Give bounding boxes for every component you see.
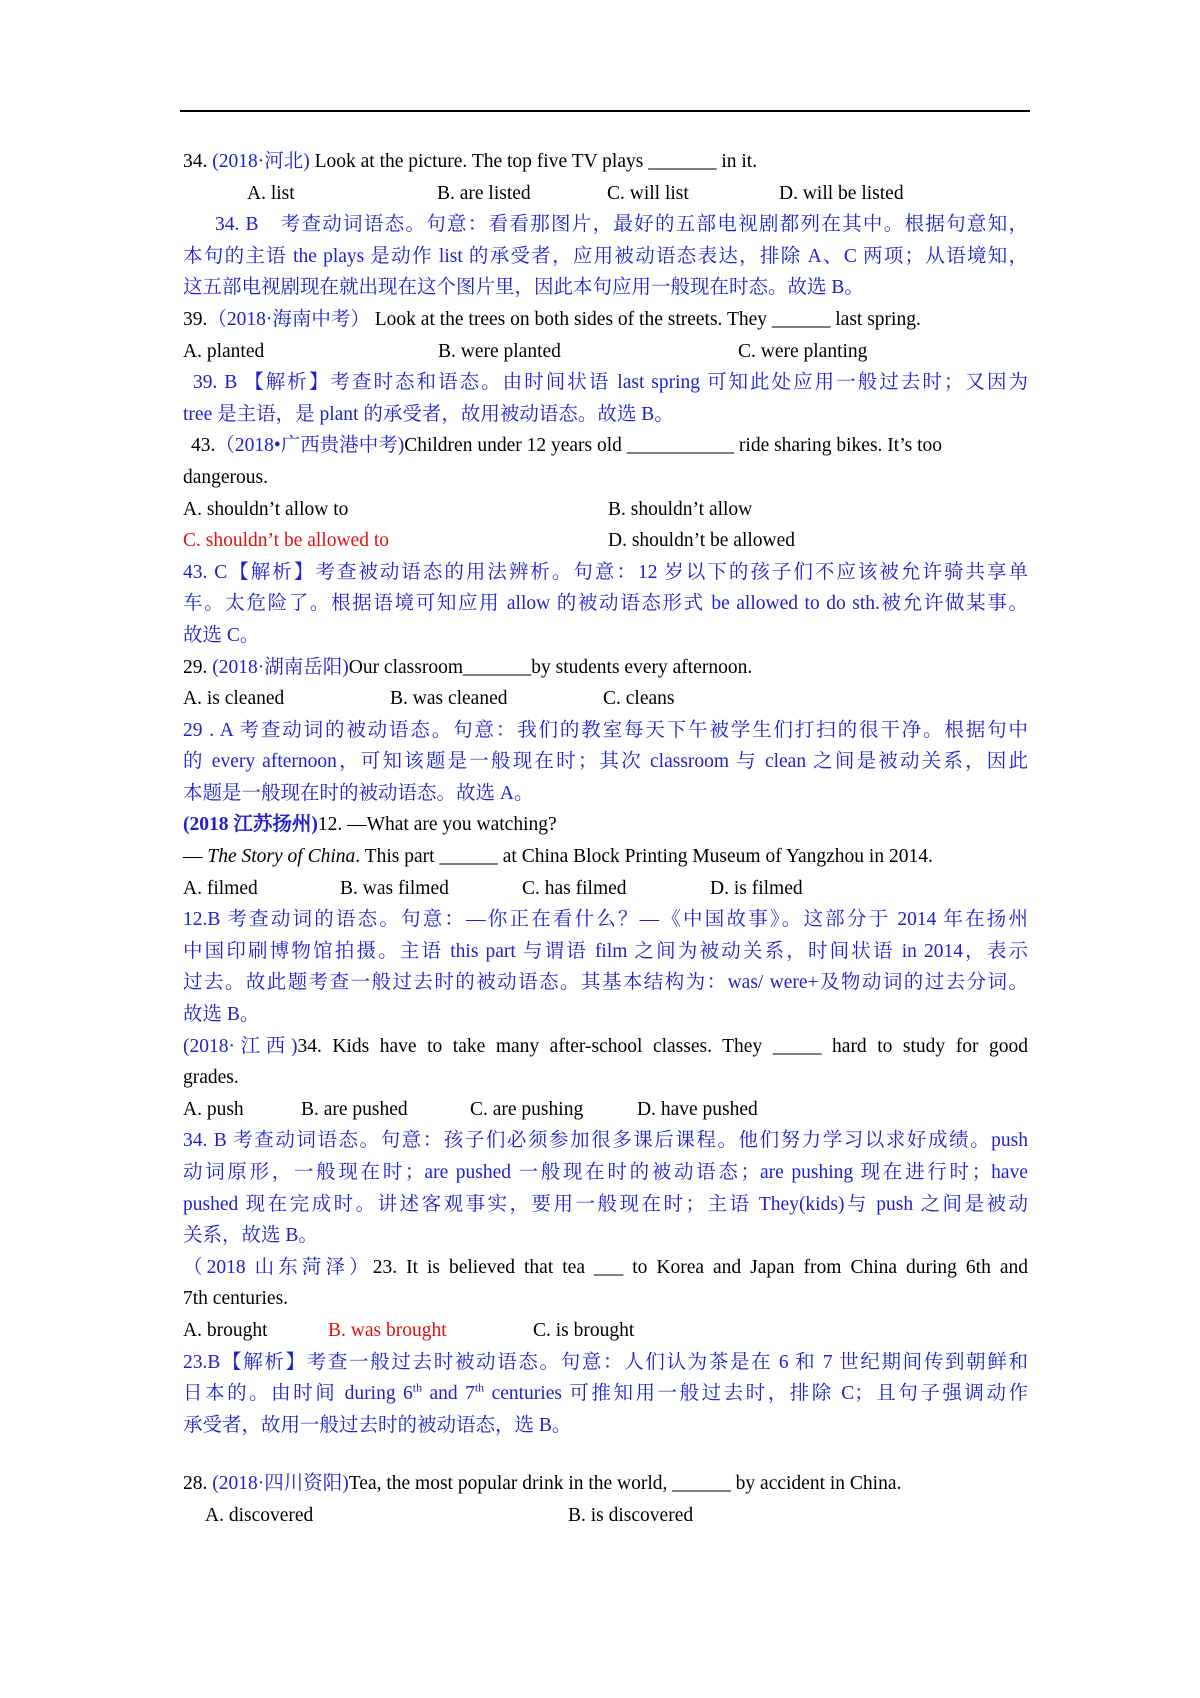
answer-text: 日本的。由时间 during 6 bbox=[183, 1383, 413, 1405]
question-source: （2018•广西贵港中考) bbox=[215, 435, 405, 457]
dialogue-dash: — bbox=[183, 846, 208, 868]
answer-43-guangxi-line-3: 故选 C。 bbox=[183, 624, 260, 646]
options-23-shandong bbox=[183, 1315, 1028, 1347]
option-b: B. was filmed bbox=[340, 877, 449, 899]
question-34-hebei bbox=[183, 146, 1028, 178]
option-b: B. is discovered bbox=[568, 1504, 694, 1526]
answer-34-hebei-line-2: 本句的主语 the plays 是动作 list 的承受者，应用被动语态表达，排除 A、C 两项；从语境知， bbox=[183, 245, 1028, 267]
options-34-jiangxi bbox=[183, 1094, 1028, 1126]
answer-23-shandong-line-1: 23.B【解析】考查一般过去时被动语态。句意：人们认为茶是在 6 和 7 世纪期间传到朝鲜和 bbox=[183, 1351, 1028, 1373]
option-d: D. shouldn’t be allowed bbox=[608, 530, 796, 552]
question-39-hainan bbox=[183, 304, 1028, 336]
options-28-sichuan bbox=[183, 1500, 1028, 1532]
question-stem: . This part ______ at China Block Printing Museum of Yangzhou in 2014. bbox=[355, 846, 933, 868]
answer-23-shandong-line-2 bbox=[183, 1378, 1028, 1410]
option-a: A. discovered bbox=[205, 1504, 314, 1526]
option-b: B. was cleaned bbox=[390, 688, 508, 710]
question-28-sichuan bbox=[183, 1468, 1028, 1500]
option-a: A. list bbox=[247, 182, 295, 204]
question-source: （2018·海南中考） bbox=[207, 308, 370, 330]
question-stem: Look at the picture. The top five TV plays _______ in it. bbox=[314, 151, 758, 172]
option-c: C. were planting bbox=[738, 340, 868, 362]
ordinal-suffix: th bbox=[474, 1380, 485, 1395]
question-number: 29. bbox=[183, 656, 208, 678]
option-a: A. is cleaned bbox=[183, 688, 285, 710]
options-39-hainan bbox=[183, 336, 1028, 368]
question-34-jiangxi-cont: grades. bbox=[183, 1067, 239, 1089]
answer-29-hunan-line-3: 本题是一般现在时的被动语态。故选 A。 bbox=[183, 782, 534, 804]
options-12-jiangsu bbox=[183, 873, 1028, 905]
option-b-correct: B. was brought bbox=[328, 1319, 447, 1341]
question-12-jiangsu-cont bbox=[183, 841, 1028, 873]
answer-23-shandong-line-3: 承受者，故用一般过去时的被动语态，选 B。 bbox=[183, 1414, 572, 1436]
answer-34-jiangxi-line-1: 34. B 考查动词语态。句意：孩子们必须参加很多课后课程。他们努力学习以求好成绩。push bbox=[183, 1130, 1028, 1152]
question-43-guangxi bbox=[183, 430, 1028, 462]
question-number: 43. bbox=[191, 435, 216, 457]
blank-gap bbox=[183, 1441, 1028, 1468]
option-c: C. are pushing bbox=[470, 1098, 584, 1120]
question-stem: 23. It is believed that tea ___ to Korea and Japan from China during 6th and bbox=[372, 1256, 1028, 1278]
question-source: （2018 山东菏泽） bbox=[183, 1256, 373, 1278]
option-c: C. cleans bbox=[603, 688, 675, 710]
question-43-guangxi-cont: dangerous. bbox=[183, 466, 269, 488]
option-a: A. shouldn’t allow to bbox=[183, 498, 349, 520]
answer-34-jiangxi-line-4: 关系，故选 B。 bbox=[183, 1225, 318, 1247]
answer-12-jiangsu-line-4: 故选 B。 bbox=[183, 1004, 260, 1026]
option-c: C. has filmed bbox=[522, 877, 627, 899]
question-number: 39. bbox=[183, 308, 208, 330]
answer-39-hainan-line-2: tree 是主语，是 plant 的承受者，故用被动语态。故选 B。 bbox=[183, 403, 674, 425]
answer-39-hainan-line-1: 39. B 【解析】考查时态和语态。由时间状语 last spring 可知此处应用一般过去时；又因为 bbox=[193, 372, 1028, 394]
options-43-guangxi-row-1 bbox=[183, 494, 1028, 526]
option-d: D. have pushed bbox=[637, 1098, 758, 1120]
option-a: A. push bbox=[183, 1098, 244, 1120]
answer-43-guangxi-line-1: 43. C【解析】考查被动语态的用法辨析。句意：12 岁以下的孩子们不应该被允许骑共享单 bbox=[183, 561, 1028, 583]
answer-34-hebei-line-1: 34. B 考查动词语态。句意：看看那图片，最好的五部电视剧都列在其中。根据句意知， bbox=[215, 214, 1028, 236]
question-source: (2018·湖南岳阳) bbox=[212, 656, 349, 678]
question-stem: Children under 12 years old ___________ ride sharing bikes. It’s too bbox=[404, 435, 942, 457]
answer-29-hunan-line-2: 的 every afternoon，可知该题是一般现在时；其次 classroom 与 clean 之间是被动关系，因此 bbox=[183, 751, 1028, 773]
question-stem: 12. —What are you watching? bbox=[317, 814, 557, 836]
option-a: A. filmed bbox=[183, 877, 258, 899]
option-a: A. brought bbox=[183, 1319, 268, 1341]
document-body bbox=[183, 146, 1028, 1532]
question-stem: Tea, the most popular drink in the world, ______ by accident in China. bbox=[348, 1473, 902, 1495]
question-29-hunan bbox=[183, 652, 1028, 684]
answer-43-guangxi-line-2: 车。太危险了。根据语境可知应用 allow 的被动语态形式 be allowed to do sth.被允许做某事。 bbox=[183, 593, 1028, 615]
answer-34-jiangxi-line-2: 动词原形，一般现在时；are pushed 一般现在时的被动语态；are pushing 现在进行时；have bbox=[183, 1162, 1028, 1183]
program-title: The Story of China bbox=[207, 846, 356, 868]
question-23-shandong bbox=[183, 1252, 1028, 1284]
answer-29-hunan-line-1: 29 . A 考查动词的被动语态。句意：我们的教室每天下午被学生们打扫的很干净。根据句中 bbox=[183, 719, 1028, 741]
answer-text: and 7 bbox=[422, 1383, 475, 1405]
question-stem: Look at the trees on both sides of the streets. They ______ last spring. bbox=[374, 308, 921, 330]
option-b: B. are pushed bbox=[301, 1098, 408, 1120]
option-a: A. planted bbox=[183, 340, 265, 362]
answer-12-jiangsu-line-3: 过去。故此题考查一般过去时的被动语态。其基本结构为：was/ were+及物动词的过去分词。 bbox=[183, 972, 1028, 994]
options-34-hebei bbox=[183, 178, 1028, 210]
question-stem: 34. Kids have to take many after-school classes. They _____ hard to study for good bbox=[297, 1035, 1028, 1057]
options-43-guangxi-row-2 bbox=[183, 525, 1028, 557]
option-d: D. is filmed bbox=[710, 877, 803, 899]
question-12-jiangsu bbox=[183, 809, 1028, 841]
answer-34-hebei-line-3: 这五部电视剧现在就出现在这个图片里，因此本句应用一般现在时态。故选 B。 bbox=[183, 277, 864, 299]
options-29-hunan bbox=[183, 683, 1028, 715]
answer-text: centuries 可推知用一般过去时，排除 C；且句子强调动作 bbox=[484, 1383, 1028, 1405]
question-34-jiangxi bbox=[183, 1031, 1028, 1063]
ordinal-suffix: th bbox=[412, 1380, 423, 1395]
question-23-shandong-cont: 7th centuries. bbox=[183, 1288, 289, 1310]
option-b: B. are listed bbox=[437, 182, 531, 204]
option-b: B. shouldn’t allow bbox=[608, 498, 753, 520]
question-source: (2018·河北) bbox=[212, 151, 310, 172]
header-rule bbox=[180, 110, 1030, 112]
question-number: 34. bbox=[183, 151, 208, 172]
answer-34-jiangxi-line-3: pushed 现在完成时。讲述客观事实，要用一般现在时；主语 They(kids)与 push 之间是被动 bbox=[183, 1193, 1028, 1215]
question-number: 28. bbox=[183, 1473, 208, 1495]
option-b: B. were planted bbox=[438, 340, 561, 362]
answer-12-jiangsu-line-2: 中国印刷博物馆拍摄。主语 this part 与谓语 film 之间为被动关系，时间状语 in 2014，表示 bbox=[183, 940, 1028, 962]
answer-12-jiangsu-line-1: 12.B 考查动词的语态。句意：—你正在看什么？—《中国故事》。这部分于 2014 年在扬州 bbox=[183, 909, 1028, 931]
option-c: C. is brought bbox=[533, 1319, 635, 1341]
question-source: (2018·江西) bbox=[183, 1035, 298, 1057]
question-source: (2018·四川资阳) bbox=[212, 1473, 349, 1495]
option-d: D. will be listed bbox=[779, 182, 904, 204]
option-c-correct: C. shouldn’t be allowed to bbox=[183, 530, 389, 552]
option-c: C. will list bbox=[607, 182, 689, 204]
question-stem: Our classroom_______by students every afternoon. bbox=[348, 656, 753, 678]
question-source: (2018 江苏扬州) bbox=[183, 814, 318, 836]
